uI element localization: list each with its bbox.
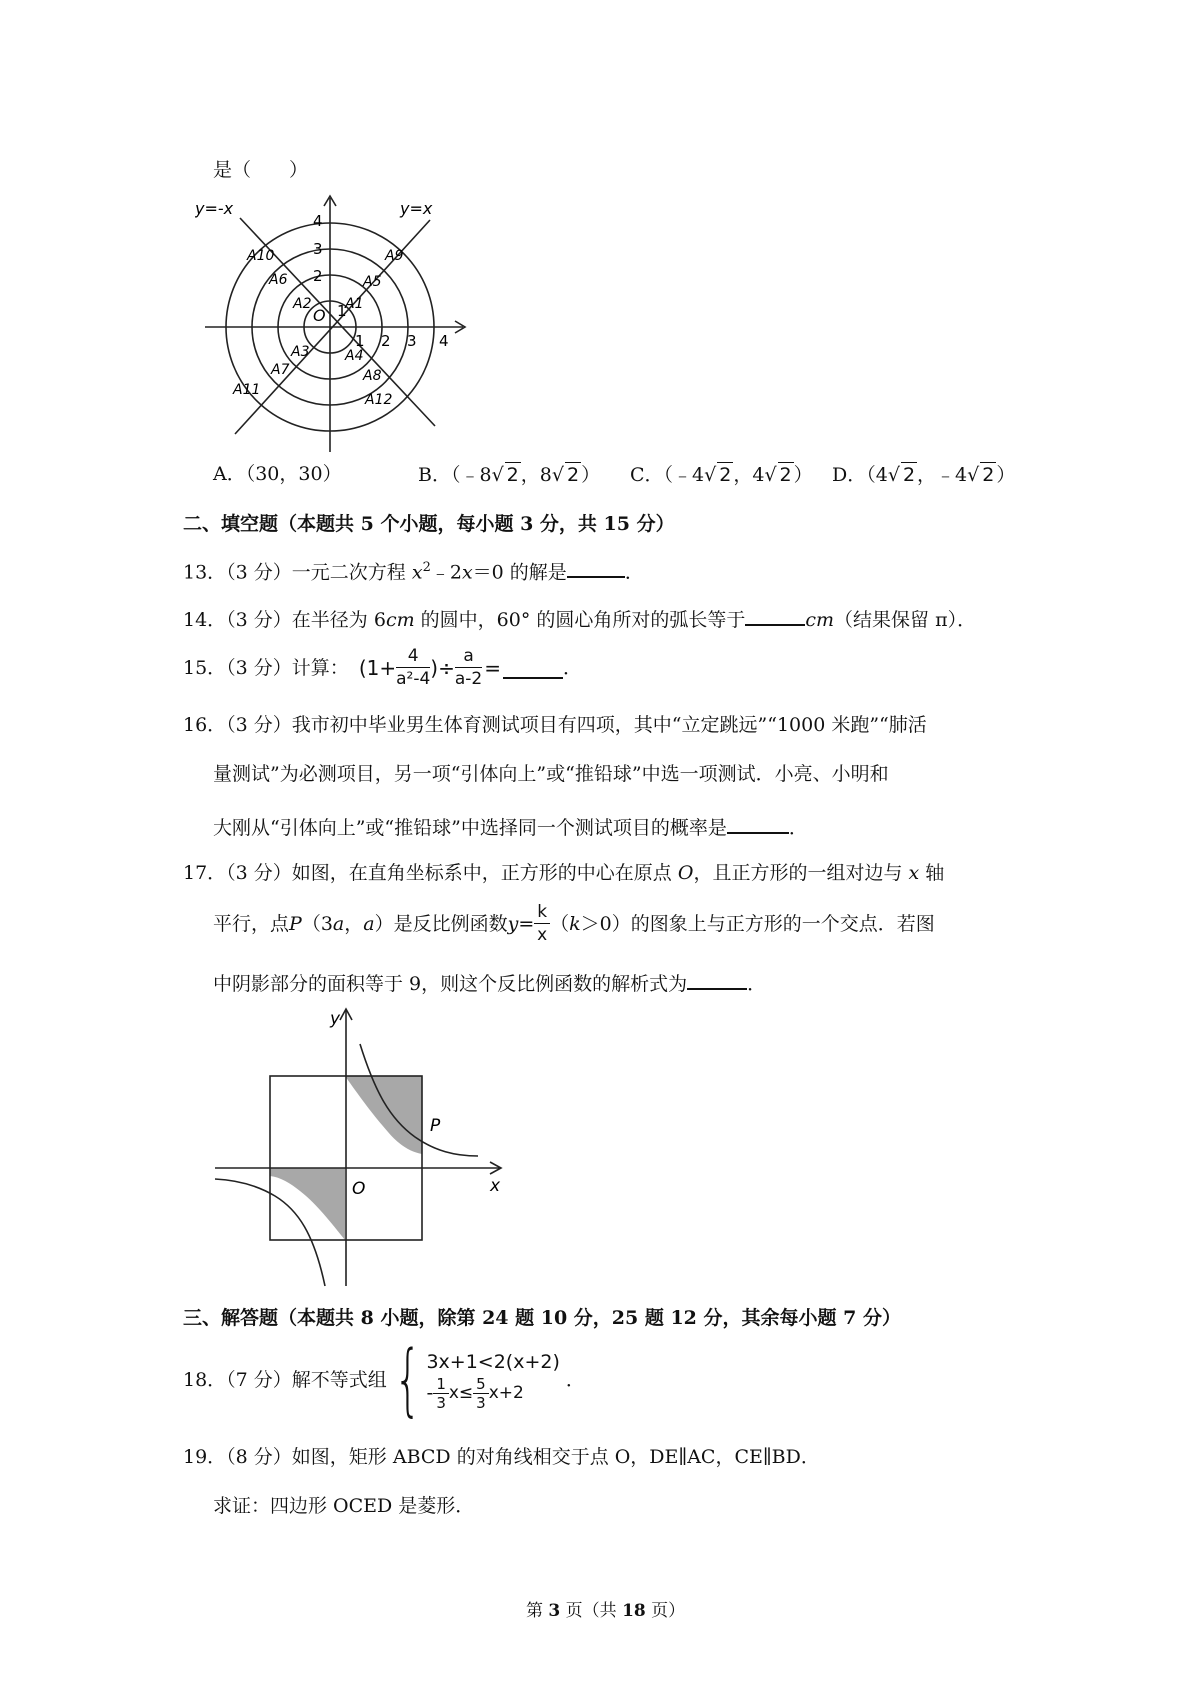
point-a10: A10	[247, 248, 275, 264]
radicand: 2	[566, 464, 580, 486]
q12-b-mid: ，8	[520, 464, 552, 486]
q17-k: k	[569, 912, 581, 935]
line-neg-label: y=-x	[195, 199, 234, 218]
answer-blank[interactable]	[567, 556, 625, 578]
point-a5: A5	[363, 274, 382, 290]
q15-end: ．	[563, 656, 583, 679]
q18-end: ．	[565, 1369, 585, 1391]
q12-stem-end: 是（ ）	[213, 159, 309, 181]
q18-d2: 3	[476, 1393, 486, 1412]
q17-k-num: k	[534, 901, 550, 924]
sqrt-sign: √	[704, 464, 717, 486]
q12-option-d	[832, 462, 1015, 487]
q17-fraction	[534, 901, 550, 946]
origin-label: O	[313, 306, 326, 325]
point-a9: A9	[385, 248, 404, 264]
q15-fraction-1	[396, 645, 430, 690]
point-p-label: P	[430, 1116, 441, 1136]
q18-n2: 5	[473, 1375, 489, 1394]
q13-var: x	[411, 561, 423, 584]
answer-blank[interactable]	[687, 968, 747, 990]
q17-l2b: （3	[301, 912, 333, 935]
q18-frac2	[473, 1375, 489, 1412]
q18-tail: x+2	[488, 1383, 524, 1403]
q12-b-suffix: ）	[581, 464, 601, 486]
footer-a: 第	[526, 1601, 549, 1621]
q17-eq: =	[518, 912, 535, 935]
q12-option-b	[418, 462, 600, 487]
q13-end: ．	[624, 561, 644, 584]
q18-d1: 3	[436, 1393, 446, 1412]
y-tick-4: 4	[313, 212, 323, 230]
q12-option-a: A．（30，30）	[213, 463, 342, 485]
point-a1: A1	[345, 296, 364, 312]
q17-l1a: 17．（3 分）如图，在直角坐标系中，正方形的中心在原点	[183, 862, 678, 884]
q17-l1b: ，且正方形的一组对边与	[693, 862, 909, 884]
answer-blank[interactable]	[745, 604, 805, 626]
q15-num1: 4	[396, 645, 430, 668]
q14-unit1: cm	[385, 609, 415, 631]
q17-p: P	[289, 912, 302, 935]
origin-label: O	[352, 1179, 366, 1199]
question-18	[183, 1335, 585, 1425]
question-15	[183, 645, 582, 690]
q18-n1: 1	[433, 1375, 449, 1394]
q18-neg: -	[426, 1382, 434, 1404]
y-tick-2: 2	[313, 267, 323, 285]
q12-d-suffix: ）	[996, 464, 1016, 486]
footer-c: 页）	[645, 1601, 686, 1621]
question-19-line-2: 求证：四边形 OCED 是菱形．	[213, 1495, 475, 1517]
q12-d-mid: ，﹣4	[917, 464, 968, 486]
q17-end: ．	[747, 973, 767, 995]
q14-unit2: cm	[805, 609, 835, 631]
radicand: 2	[779, 464, 792, 486]
q13-exponent: 2	[422, 560, 431, 575]
inequality-system	[426, 1349, 559, 1412]
point-a11: A11	[233, 382, 261, 398]
brace: {	[393, 1335, 422, 1425]
sqrt-sign: √	[491, 464, 504, 486]
q14-suffix: （结果保留 π）．	[834, 609, 977, 631]
q15-prefix: 15．（3 分）计算：	[183, 656, 349, 679]
x-tick-3: 3	[407, 332, 417, 350]
q16-end: ．	[788, 817, 808, 839]
q15-eq: =	[484, 655, 501, 680]
point-a12: A12	[365, 392, 393, 408]
q12-c-mid: ，4	[733, 464, 765, 486]
point-a8: A8	[363, 368, 382, 384]
q17-y: y	[507, 912, 519, 935]
q15-den1: a²-4	[396, 669, 431, 689]
question-16-line-3	[213, 812, 808, 840]
sqrt-sign: √	[551, 464, 564, 486]
q17-l1c: 轴	[919, 862, 945, 884]
radicand: 2	[719, 464, 732, 486]
q17-l2d: ）是反比例函数	[374, 912, 508, 935]
page-footer	[526, 1596, 685, 1621]
section-3-heading: 三、解答题（本题共 8 小题，除第 24 题 10 分，25 题 12 分，其余每小题 7 分）	[183, 1307, 901, 1329]
radicand: 2	[902, 464, 916, 486]
q17-x: x	[908, 862, 920, 884]
inequality-1: 3x+1<2(x+2)	[426, 1350, 560, 1373]
q18-frac1	[433, 1375, 449, 1412]
q15-close-div: )÷	[430, 655, 455, 680]
point-a2: A2	[293, 296, 312, 312]
answer-blank[interactable]	[727, 812, 789, 834]
polar-circles-figure	[195, 190, 485, 460]
q13-prefix: 13．（3 分）一元二次方程	[183, 561, 412, 584]
square-hyperbola-figure	[210, 1004, 510, 1289]
point-a7: A7	[271, 362, 290, 378]
q12-option-c	[630, 462, 813, 487]
q17-a2: a	[363, 912, 375, 935]
question-19-line-1: 19．（8 分）如图，矩形 ABCD 的对角线相交于点 O，DE∥AC，CE∥BD．	[183, 1446, 820, 1468]
q13-suffix: ＝0 的解是	[472, 561, 567, 584]
sqrt-sign: √	[887, 464, 900, 486]
section-2-heading: 二、填空题（本题共 5 个小题，每小题 3 分，共 15 分）	[183, 513, 675, 535]
q17-k-den: x	[537, 925, 548, 945]
question-16-line-1: 16．（3 分）我市初中毕业男生体育测试项目有四项，其中“立定跳远”“1000 米跑”“肺活	[183, 714, 927, 736]
q15-den2: a-2	[454, 669, 483, 689]
question-14	[183, 604, 976, 632]
q12-d-prefix: D．（4	[832, 464, 888, 486]
inequality-2	[426, 1375, 559, 1412]
page-total: 18	[622, 1601, 646, 1621]
point-a6: A6	[269, 272, 288, 288]
y-tick-3: 3	[313, 240, 323, 258]
question-17-line-3	[213, 968, 766, 996]
q17-l2a: 平行，点	[213, 912, 290, 935]
question-17-line-1	[183, 861, 944, 885]
point-a4: A4	[345, 348, 364, 364]
sqrt-sign: √	[764, 464, 777, 486]
q15-open: (1+	[358, 655, 397, 680]
q12-b-prefix: B．（﹣8	[418, 464, 492, 486]
line-pos-label: y=x	[400, 199, 433, 218]
page-number: 3	[548, 1601, 561, 1621]
q17-line3: 中阴影部分的面积等于 9，则这个反比例函数的解析式为	[213, 973, 688, 995]
q16-line3: 大刚从“引体向上”或“推铅球”中选择同一个测试项目的概率是	[213, 817, 727, 839]
question-16-line-2: 量测试”为必测项目，另一项“引体向上”或“推铅球”中选一项测试．小亮、小明和	[213, 763, 889, 785]
q14-prefix: 14．（3 分）在半径为 6	[183, 609, 386, 631]
q12-c-suffix: ）	[793, 464, 813, 486]
q17-l2e: （	[550, 912, 570, 935]
q13-var2: x	[461, 561, 473, 584]
q13-mid: ﹣2	[430, 561, 462, 584]
x-tick-2: 2	[381, 332, 391, 350]
x-tick-4: 4	[439, 332, 449, 350]
q17-l2c: ，	[344, 912, 364, 935]
sqrt-sign: √	[967, 464, 980, 486]
y-tick-1: 1	[337, 302, 347, 320]
q18-prefix: 18．（7 分）解不等式组	[183, 1369, 387, 1391]
q17-o: O	[677, 862, 694, 884]
q14-mid: 的圆中，60° 的圆心角所对的弧长等于	[414, 609, 746, 631]
y-axis-label: y	[330, 1009, 341, 1029]
radicand: 2	[982, 464, 995, 486]
x-tick-1: 1	[355, 332, 365, 350]
question-17-line-2	[213, 901, 935, 946]
answer-blank[interactable]	[503, 657, 563, 679]
point-a3: A3	[291, 344, 310, 360]
q15-fraction-2	[455, 645, 482, 690]
radicand: 2	[506, 464, 519, 486]
q12-c-prefix: C．（﹣4	[630, 464, 705, 486]
q17-a1: a	[332, 912, 345, 935]
q18-xvar: x≤	[448, 1383, 474, 1403]
q15-num2: a	[455, 645, 482, 668]
footer-b: 页（共	[560, 1601, 623, 1621]
q17-l2f: ＞0）的图象上与正方形的一个交点．若图	[580, 912, 935, 935]
x-axis-label: x	[490, 1176, 501, 1196]
question-13	[183, 556, 644, 584]
